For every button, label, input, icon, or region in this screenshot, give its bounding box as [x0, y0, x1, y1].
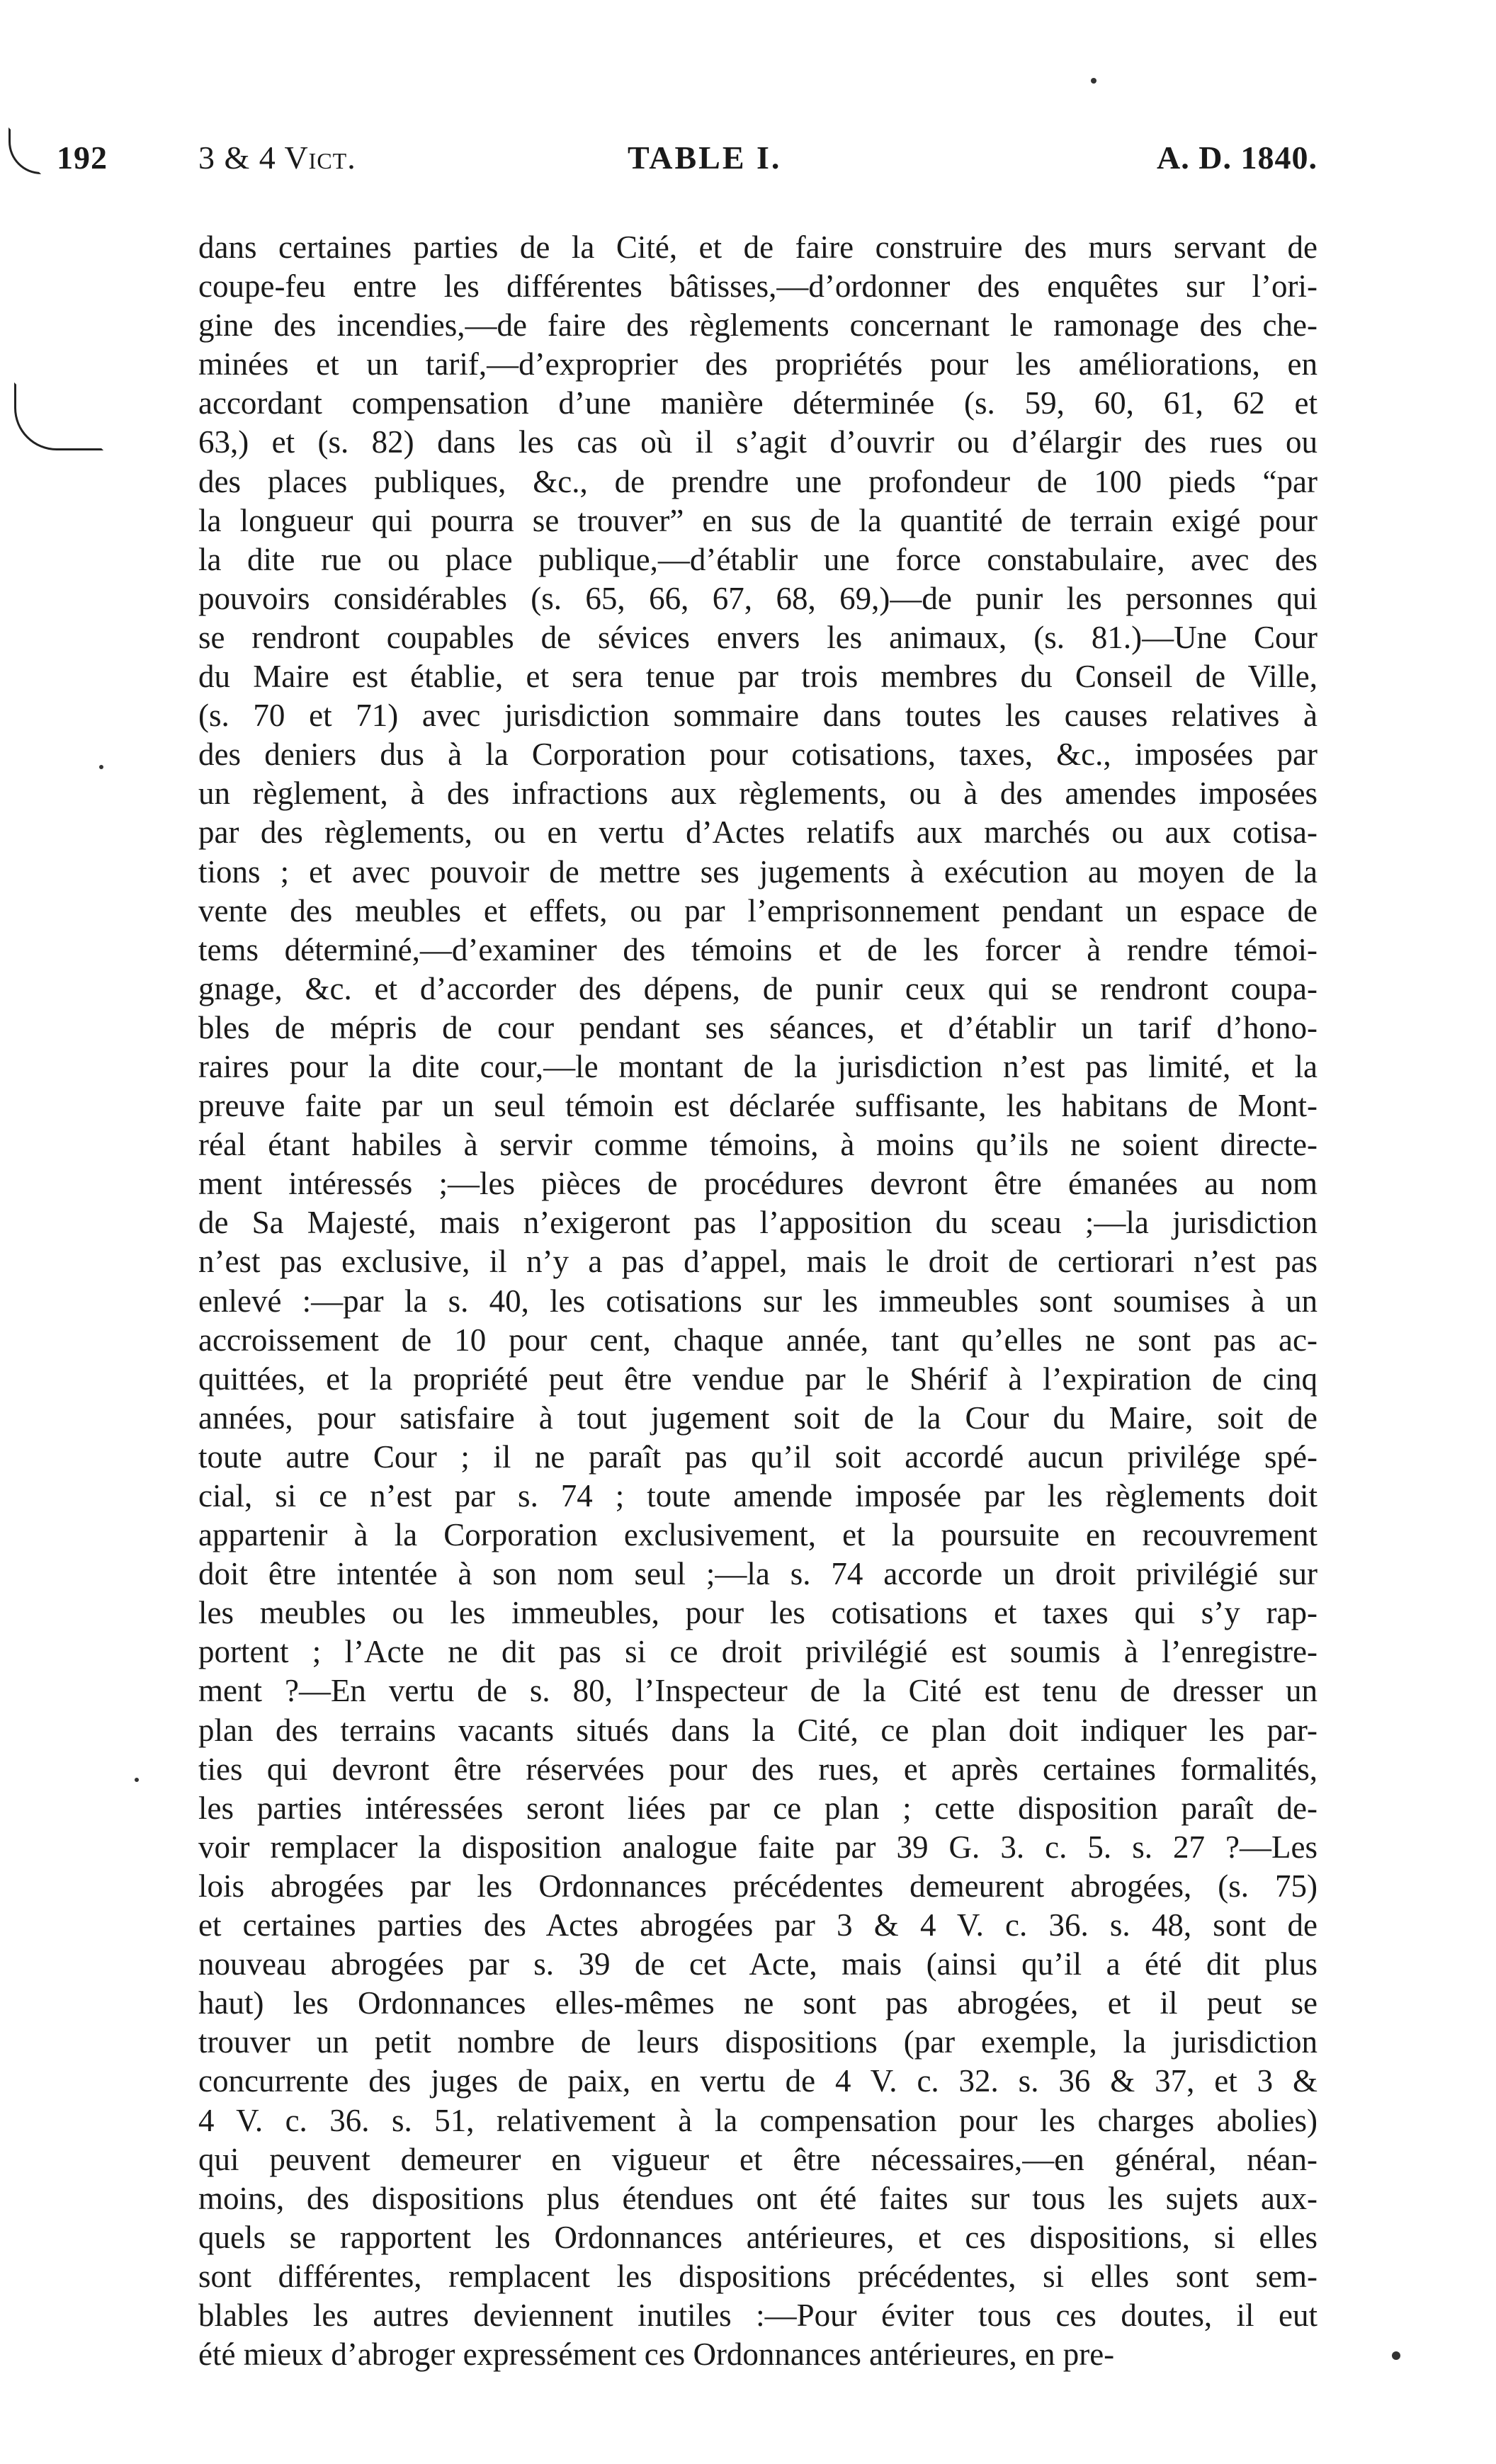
text-line: la longueur qui pourra se trouver” en sus de la quantité de terrain exigé pour	[198, 502, 1318, 538]
text-line: des places publiques, &c., de prendre une profondeur de 100 pieds “par	[198, 463, 1318, 499]
text-line: années, pour satisfaire à tout jugement soit de la Cour du Maire, soit de	[198, 1400, 1318, 1436]
text-line: plan des terrains vacants situés dans la Cité, ce plan doit indiquer les par-	[198, 1712, 1318, 1748]
text-line: raires pour la dite cour,—le montant de la jurisdiction n’est pas limité, et la	[198, 1048, 1318, 1084]
text-line: du Maire est établie, et sera tenue par trois membres du Conseil de Ville,	[198, 659, 1318, 695]
text-line: coupe-feu entre les différentes bâtisses,—d’ordonner des enquêtes sur l’ori-	[198, 268, 1318, 305]
text-line: appartenir à la Corporation exclusivement, et la poursuite en recouvrement	[198, 1517, 1318, 1553]
margin-dot	[1392, 2351, 1400, 2360]
text-line: quels se rapportent les Ordonnances antérieures, et ces dispositions, si elles	[198, 2219, 1318, 2255]
text-line: moins, des dispositions plus étendues ont été faites sur tous les sujets aux-	[198, 2180, 1318, 2216]
text-line: tions ; et avec pouvoir de mettre ses jugements à exécution au moyen de la	[198, 853, 1318, 890]
text-line: qui peuvent demeurer en vigueur et être nécessaires,—en général, néan-	[198, 2141, 1318, 2177]
text-line: la dite rue ou place publique,—d’établir une force constabulaire, avec des	[198, 541, 1318, 577]
margin-dot	[1091, 78, 1096, 84]
text-line: quittées, et la propriété peut être vendue par le Shérif à l’expiration de cinq	[198, 1361, 1318, 1397]
text-line: ment ?—En vertu de s. 80, l’Inspecteur de la Cité est tenu de dresser un	[198, 1673, 1318, 1709]
text-line: et certaines parties des Actes abrogées par 3 & 4 V. c. 36. s. 48, sont de	[198, 1907, 1318, 1943]
text-line: toute autre Cour ; il ne paraît pas qu’il soit accordé aucun privilége spé-	[198, 1438, 1318, 1475]
margin-dot	[135, 1778, 139, 1782]
text-line: preuve faite par un seul témoin est déclarée suffisante, les habitans de Mont-	[198, 1088, 1318, 1124]
running-header	[57, 139, 1318, 188]
text-line: n’est pas exclusive, il n’y a pas d’appel, mais le droit de certiorari n’est pas	[198, 1244, 1318, 1280]
text-line: concurrente des juges de paix, en vertu de 4 V. c. 32. s. 36 & 37, et 3 &	[198, 2063, 1318, 2099]
text-line: les parties intéressées seront liées par ce plan ; cette disposition paraît de-	[198, 1790, 1318, 1826]
body-text	[198, 228, 1318, 2374]
text-line: accroissement de 10 pour cent, chaque année, tant qu’elles ne sont pas ac-	[198, 1322, 1318, 1358]
running-head-left: 3 & 4 Vict.	[198, 140, 356, 176]
margin-pen-mark	[14, 382, 103, 450]
text-line: portent ; l’Acte ne dit pas si ce droit privilégié est soumis à l’enregistre-	[198, 1634, 1318, 1670]
text-line: nouveau abrogées par s. 39 de cet Acte, mais (ainsi qu’il a été dit plus	[198, 1946, 1318, 1982]
text-line: gnage, &c. et d’accorder des dépens, de punir ceux qui se rendront coupa-	[198, 970, 1318, 1006]
text-line: ment intéressés ;—les pièces de procédures devront être émanées au nom	[198, 1166, 1318, 1202]
text-line: blables les autres deviennent inutiles :—Pour éviter tous ces doutes, il eut	[198, 2297, 1318, 2333]
text-line: les meubles ou les immeubles, pour les cotisations et taxes qui s’y rap-	[198, 1595, 1318, 1631]
running-head-title: TABLE I.	[628, 140, 782, 176]
text-line: été mieux d’abroger expressément ces Ordonnances antérieures, en pre-	[198, 2337, 1115, 2373]
text-line: cial, si ce n’est par s. 74 ; toute amende imposée par les règlements doit	[198, 1478, 1318, 1514]
text-line: des deniers dus à la Corporation pour cotisations, taxes, &c., imposées par	[198, 737, 1318, 773]
text-line: bles de mépris de cour pendant ses séances, et d’établir un tarif d’hono-	[198, 1009, 1318, 1045]
text-line: accordant compensation d’une manière déterminée (s. 59, 60, 61, 62 et	[198, 385, 1318, 421]
margin-dot	[99, 765, 103, 769]
text-line: par des règlements, ou en vertu d’Actes relatifs aux marchés ou aux cotisa-	[198, 814, 1318, 851]
text-line: tems déterminé,—d’examiner des témoins et de les forcer à rendre témoi-	[198, 931, 1318, 967]
text-line: lois abrogées par les Ordonnances précédentes demeurent abrogées, (s. 75)	[198, 1868, 1318, 1904]
text-line: trouver un petit nombre de leurs dispositions (par exemple, la jurisdiction	[198, 2024, 1318, 2060]
text-line: réal étant habiles à servir comme témoins, à moins qu’ils ne soient directe-	[198, 1127, 1318, 1163]
text-line: doit être intentée à son nom seul ;—la s. 74 accorde un droit privilégié sur	[198, 1556, 1318, 1592]
page-number: 192	[57, 140, 108, 176]
text-line: haut) les Ordonnances elles-mêmes ne sont pas abrogées, et il peut se	[198, 1985, 1318, 2021]
text-line: voir remplacer la disposition analogue faite par 39 G. 3. c. 5. s. 27 ?—Les	[198, 1829, 1318, 1865]
text-line: dans certaines parties de la Cité, et de faire construire des murs servant de	[198, 229, 1318, 265]
text-line: un règlement, à des infractions aux règlements, ou à des amendes imposées	[198, 776, 1318, 812]
text-line: (s. 70 et 71) avec jurisdiction sommaire dans toutes les causes relatives à	[198, 698, 1318, 734]
text-line: vente des meubles et effets, ou par l’emprisonnement pendant un espace de	[198, 892, 1318, 929]
text-line: enlevé :—par la s. 40, les cotisations sur les immeubles sont soumises à un	[198, 1283, 1318, 1319]
text-line: gine des incendies,—de faire des règlements concernant le ramonage des che-	[198, 307, 1318, 344]
text-line: ties qui devront être réservées pour des rues, et après certaines formalités,	[198, 1751, 1318, 1787]
text-line: se rendront coupables de sévices envers les animaux, (s. 81.)—Une Cour	[198, 619, 1318, 655]
text-line: de Sa Majesté, mais n’exigeront pas l’apposition du sceau ;—la jurisdiction	[198, 1205, 1318, 1241]
margin-pen-mark	[8, 127, 41, 174]
text-line: 63,) et (s. 82) dans les cas où il s’agit d’ouvrir ou d’élargir des rues ou	[198, 424, 1318, 460]
text-line: pouvoirs considérables (s. 65, 66, 67, 68, 69,)—de punir les personnes qui	[198, 580, 1318, 616]
text-line: minées et un tarif,—d’exproprier des propriétés pour les améliorations, en	[198, 346, 1318, 382]
text-line: 4 V. c. 36. s. 51, relativement à la compensation pour les charges abolies)	[198, 2102, 1318, 2138]
text-line: sont différentes, remplacent les dispositions précédentes, si elles sont sem-	[198, 2258, 1318, 2294]
running-head-date: A. D. 1840.	[1157, 140, 1318, 176]
